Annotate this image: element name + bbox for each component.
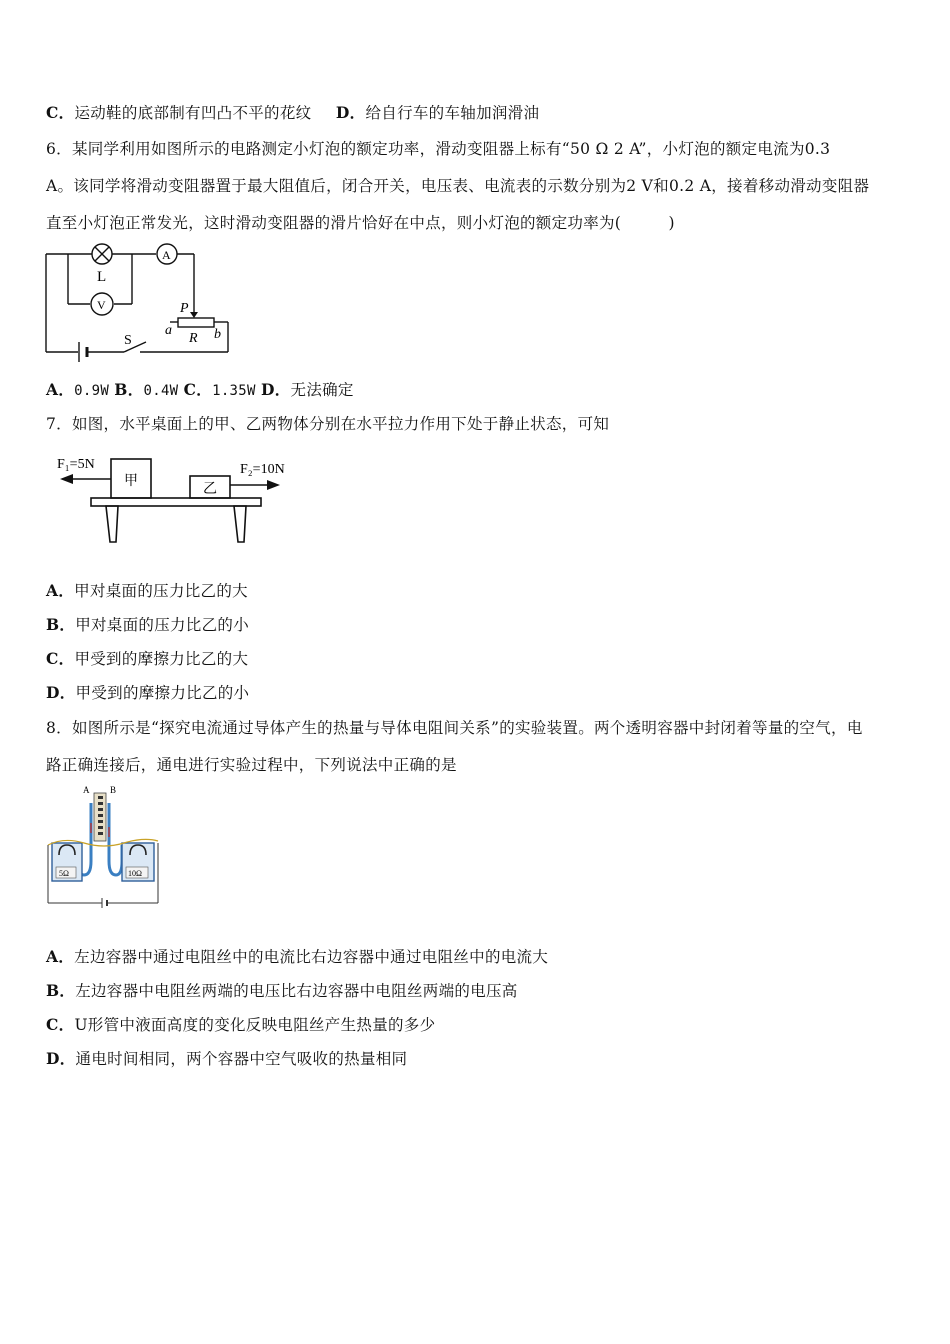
q7-table-diagram [54,452,300,547]
q8-option-d [46,1047,407,1069]
q7-option-b [46,613,249,635]
q7-option-a [46,579,248,601]
q8-stem-line-2: 路正确连接后，通电进行实验过程中，下列说法中正确的是 [46,756,457,774]
q6-option-b-text: 0.4W [143,383,179,399]
q7-block-yi-label: 乙 [203,482,217,497]
q6-slider-label: P [180,301,189,316]
q8-tube-a-label: A [83,785,90,795]
q8-option-a-label: A． [46,947,75,966]
q7-option-d [46,681,249,703]
q7-option-b-text: 甲对桌面的压力比乙的小 [75,616,250,634]
q7-force-2-label: F₂=10N [240,462,285,477]
q8-option-a [46,945,548,967]
q8-option-b-label: B． [46,981,76,1000]
q7-option-a-label: A． [46,581,75,600]
q6-option-b-label: B． [114,380,144,399]
q6-option-d-text: 无法确定 [290,381,354,399]
q7-stem: 7．如图，水平桌面上的甲、乙两物体分别在水平拉力作用下处于静止状态，可知 [46,415,610,433]
q8-option-d-label: D． [46,1049,76,1068]
q6-stem-line-2: A。该同学将滑动变阻器置于最大阻值后，闭合开关，电压表、电流表的示数分别为2 V和0.2 A，接着移动滑动变阻器 [46,177,870,195]
q5-option-d-text: 给自行车的车轴加润滑油 [365,104,540,122]
q7-option-c-text: 甲受到的摩擦力比乙的大 [74,650,249,668]
q7-block-jia-label: 甲 [124,474,138,489]
q8-apparatus-diagram [44,783,162,913]
q6-switch-label: S [124,333,132,348]
q7-option-d-label: D． [46,683,76,702]
q5-option-c-text: 运动鞋的底部制有凹凸不平的花纹 [74,104,312,122]
q6-end-b-label: b [214,327,221,342]
q8-option-b [46,979,518,1001]
q6-option-c-label: C． [183,380,213,399]
q8-tube-b-label: B [110,785,117,795]
q7-force-1-label: F₁=5N [57,457,95,472]
q6-circuit-diagram [40,240,240,365]
q5-option-c-label: C． [46,103,75,122]
q6-end-a-label: a [165,323,172,338]
q6-option-a-text: 0.9W [74,383,110,399]
q6-ammeter-label: A [162,248,171,262]
q8-option-c [46,1013,435,1035]
q8-left-resistor-label: 5Ω [59,869,69,878]
q6-option-a-label: A． [46,380,75,399]
q6-resistor-label: R [189,331,198,346]
q6-lamp-label: L [97,269,107,285]
q8-option-a-text: 左边容器中通过电阻丝中的电流比右边容器中通过电阻丝中的电流大 [74,948,549,966]
q6-option-d-label: D． [260,380,291,399]
q8-stem-line-1: 8．如图所示是“探究电流通过导体产生的热量与导体电阻间关系”的实验装置。两个透明容器中封闭着等量的空气，电 [46,719,863,737]
q8-option-c-label: C． [46,1015,75,1034]
q6-voltmeter-label: V [97,298,106,312]
q6-options-line [46,378,354,400]
q5-options-line [46,101,539,123]
q6-option-c-text: 1.35W [212,383,256,399]
q6-stem-line-3: 直至小灯泡正常发光，这时滑动变阻器的滑片恰好在中点，则小灯泡的额定功率为( ) [46,214,675,232]
q8-right-resistor-label: 10Ω [128,869,142,878]
q8-option-b-text: 左边容器中电阻丝两端的电压比右边容器中电阻丝两端的电压高 [75,982,518,1000]
q7-option-c-label: C． [46,649,75,668]
q8-option-d-text: 通电时间相同，两个容器中空气吸收的热量相同 [75,1050,408,1068]
q8-option-c-text: U形管中液面高度的变化反映电阻丝产生热量的多少 [74,1016,436,1034]
q7-option-d-text: 甲受到的摩擦力比乙的小 [75,684,250,702]
q7-option-b-label: B． [46,615,76,634]
q7-option-a-text: 甲对桌面的压力比乙的大 [74,582,248,600]
q6-stem-line-1: 6．某同学利用如图所示的电路测定小灯泡的额定功率，滑动变阻器上标有“50 Ω 2 A”，小灯泡的额定电流为0.3 [46,140,831,158]
q5-option-d-label: D． [335,103,366,122]
q7-option-c [46,647,248,669]
